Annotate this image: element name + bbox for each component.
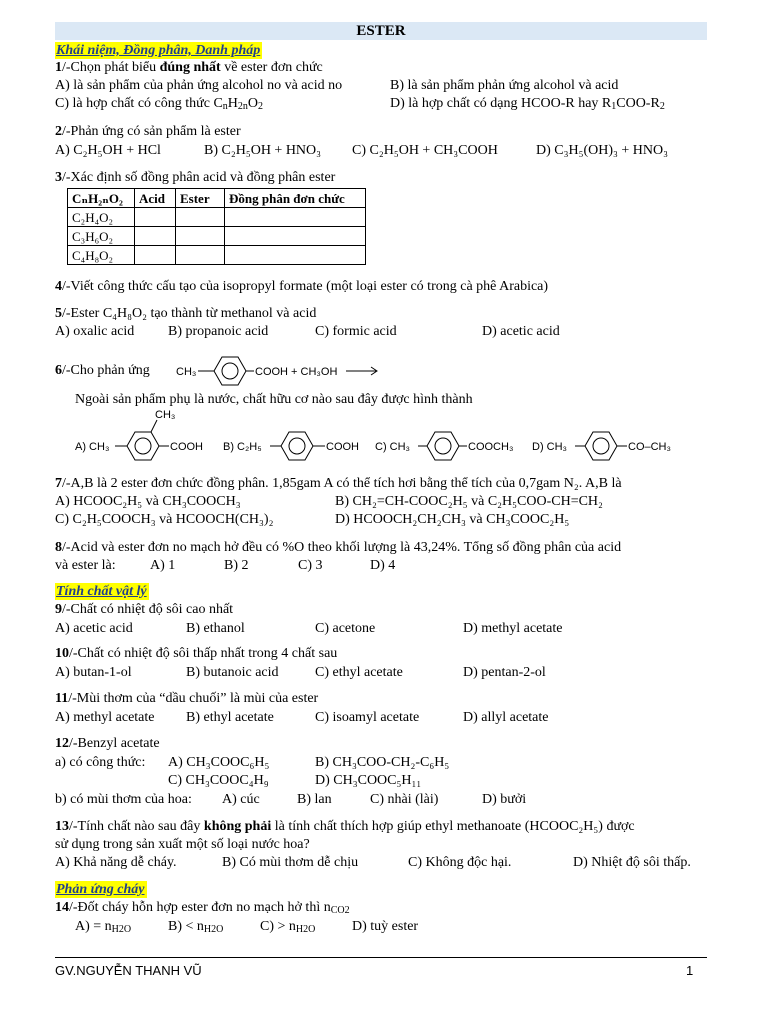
table-cell [176, 208, 225, 227]
question-6-follow: Ngoài sản phẩm phụ là nước, chất hữu cơ nào sau đây được hình thành [75, 392, 473, 407]
question-4-stem: 4/-Viết công thức cấu tạo của isopropyl formate (một loại ester có trong cà phê Arabica) [55, 279, 549, 294]
question-12-option-a: A) CH₃COOC₆H₅ [168, 755, 270, 770]
question-9-stem: 9/-Chất có nhiệt độ sôi cao nhất [55, 602, 234, 617]
table-cell [176, 246, 225, 265]
benzene-ring-icon [127, 432, 159, 460]
question-6-option-a-right: COOH [170, 441, 203, 453]
reaction-left-group: CH₃ [176, 366, 197, 378]
question-8-option-d: D) 4 [370, 558, 396, 573]
question-5-option-a: A) oxalic acid [55, 324, 135, 339]
question-3-stem: 3/-Xác định số đồng phân acid và đồng phân ester [55, 170, 336, 185]
question-8-option-b: B) 2 [224, 558, 249, 573]
section-heading-physical: Tính chất vật lý [56, 584, 147, 599]
page-title: ESTER [55, 22, 707, 40]
section-heading-combustion: Phản ứng cháy [56, 882, 145, 897]
question-8-stem: 8/-Acid và ester đơn no mạch hở đều có %O theo khối lượng là 43,24%. Tổng số đồng phân của acid [55, 540, 622, 555]
question-9-option-b: B) ethanol [186, 621, 245, 636]
question-9-option-a: A) acetic acid [55, 621, 133, 636]
question-10-option-c: C) ethyl acetate [315, 665, 403, 680]
question-11-option-d: D) allyl acetate [463, 710, 549, 725]
question-5-stem: 5/-Ester C₄H₈O₂ tạo thành từ methanol và acid [55, 306, 317, 321]
table-cell: C₂H₄O₂ [68, 208, 135, 227]
question-12-part-b-prefix: b) có mùi thơm của hoa: [55, 792, 192, 807]
table-header: Acid [135, 189, 176, 208]
table-cell [225, 208, 366, 227]
question-6-stem: 6/-Cho phản ứng [55, 363, 150, 378]
question-13-option-c: C) Không độc hại. [408, 855, 512, 870]
table-header: Ester [176, 189, 225, 208]
question-6-option-c-label: C) CH₃ [375, 441, 411, 453]
question-12-b-option-d: D) bưởi [482, 792, 527, 807]
question-1-stem: 1/-Chọn phát biểu đúng nhất về ester đơn chức [55, 60, 323, 75]
question-8-line2: và ester là: [55, 558, 116, 573]
question-12-part-a-prefix: a) có công thức: [55, 755, 146, 770]
section-heading-concepts: Khái niệm, Đồng phân, Danh pháp [56, 43, 261, 58]
question-10-option-a: A) butan-1-ol [55, 665, 132, 680]
question-11-option-c: C) isoamyl acetate [315, 710, 420, 725]
question-7-option-c: C) C₂H₅COOCH₃ và HCOOCH(CH₃)₂ [55, 512, 274, 527]
question-1-option-c: C) là hợp chất có công thức $C_nH_{2n}O_2$ [55, 96, 264, 112]
question-12-option-d: D) CH₃COOC₅H₁₁ [315, 773, 422, 788]
page-number: 1 [686, 963, 694, 978]
question-9-option-c: C) acetone [315, 621, 376, 636]
question-12-b-option-b: B) lan [297, 792, 332, 807]
footer-author: GV.NGUYỄN THANH VŨ [55, 963, 202, 978]
table-cell [135, 246, 176, 265]
question-13-line2: sử dụng trong sản xuất một số loại nước hoa? [55, 837, 310, 852]
footer-divider [55, 957, 707, 958]
question-6-option-a-label: A) CH₃ [75, 441, 110, 453]
table-cell [135, 208, 176, 227]
question-8-option-c: C) 3 [298, 558, 323, 573]
benzene-ring-icon [585, 432, 617, 460]
question-12-b-option-c: C) nhài (lài) [370, 792, 439, 807]
question-14-option-a: $A) = n_{H2O}$ [75, 919, 132, 935]
question-14-option-d: D) tuỳ ester [352, 919, 419, 934]
question-9-option-d: D) methyl acetate [463, 621, 563, 636]
table-cell [135, 227, 176, 246]
question-12-stem: 12/-Benzyl acetate [55, 736, 160, 751]
question-7-stem: 7/-A,B là 2 ester đơn chức đồng phân. 1,85gam A có thể tích hơi bằng thể tích của 0,7gam N₂. A,B là [55, 476, 622, 491]
benzene-ring-icon [214, 357, 246, 385]
question-14-stem: 14/-Đốt cháy hỗn hợp ester đơn no mạch hở thì $n_{CO2}$ [55, 900, 350, 916]
question-6-option-a-substituent: CH₃ [155, 409, 176, 421]
question-2-option-b: B) C₂H₅OH + HNO₃ [204, 143, 322, 158]
table-row [68, 246, 366, 265]
question-1-option-a: A) là sản phẩm của phản ứng alcohol no và acid no [55, 78, 343, 93]
question-6-option-b-label: B) C₂H₅ [223, 441, 262, 453]
question-11-stem: 11/-Mùi thơm của “dầu chuối” là mùi của ester [55, 691, 319, 706]
question-7-option-d: D) HCOOCH₂CH₂CH₃ và CH₃COOC₂H₅ [335, 512, 570, 527]
table-row [68, 227, 366, 246]
benzene-ring-icon [281, 432, 313, 460]
question-5-option-b: B) propanoic acid [168, 324, 269, 339]
table-header-row [68, 189, 366, 208]
question-10-stem: 10/-Chất có nhiệt độ sôi thấp nhất trong 4 chất sau [55, 646, 338, 661]
benzene-ring-icon [427, 432, 459, 460]
question-2-option-a: A) C₂H₅OH + HCl [55, 143, 161, 158]
question-6-options-diagram [75, 406, 715, 466]
question-6-option-d-label: D) CH₃ [532, 441, 568, 453]
question-13-stem: 13/-Tính chất nào sau đây không phải là tính chất thích hợp giúp ethyl methanoate (HCOOC₂H₅) được [55, 819, 635, 834]
table-cell: C₃H₆O₂ [68, 227, 135, 246]
question-12-b-option-a: A) cúc [222, 792, 260, 807]
question-7-option-a: A) HCOOC₂H₅ và CH₃COOCH₃ [55, 494, 241, 509]
question-12-option-b: B) CH₃COO-CH₂-C₆H₅ [315, 755, 450, 770]
question-6-option-c-right: COOCH₃ [468, 441, 514, 453]
question-13-option-b: B) Có mùi thơm dễ chịu [222, 855, 359, 870]
question-6-option-d-right: CO–CH₃ [628, 441, 671, 453]
question-11-option-b: B) ethyl acetate [186, 710, 274, 725]
question-13-option-a: A) Khả năng dễ cháy. [55, 855, 177, 870]
table-cell [176, 227, 225, 246]
question-14-option-b: $B) < n_{H2O}$ [168, 919, 224, 935]
reaction-diagram [176, 350, 386, 390]
question-10-option-d: D) pentan-2-ol [463, 665, 546, 680]
question-6-option-b-right: COOH [326, 441, 359, 453]
question-5-option-d: D) acetic acid [482, 324, 560, 339]
question-11-option-a: A) methyl acetate [55, 710, 155, 725]
question-10-option-b: B) butanoic acid [186, 665, 279, 680]
question-1-option-d: D) là hợp chất có dạng HCOO-R hay $R_1COO-R_2$ [390, 96, 665, 112]
isomer-table [67, 188, 366, 265]
question-1-option-b: B) là sản phẩm phản ứng alcohol và acid [390, 78, 619, 93]
table-header: Đồng phân đơn chức [225, 189, 366, 208]
question-14-option-c: $C) > n_{H2O}$ [260, 919, 316, 935]
question-8-option-a: A) 1 [150, 558, 176, 573]
question-2-option-d: D) C₃H₅(OH)₃ + HNO₃ [536, 143, 669, 158]
table-cell: C₄H₈O₂ [68, 246, 135, 265]
question-2-option-c: C) C₂H₅OH + CH₃COOH [352, 143, 498, 158]
table-row [68, 208, 366, 227]
table-header: CₙH₂ₙO₂ [68, 189, 135, 208]
question-2-stem: 2/-Phản ứng có sản phẩm là ester [55, 124, 241, 139]
table-cell [225, 246, 366, 265]
question-5-option-c: C) formic acid [315, 324, 397, 339]
question-12-option-c: C) CH₃COOC₄H₉ [168, 773, 269, 788]
reaction-right-group: COOH + CH₃OH [255, 366, 338, 378]
question-7-option-b: B) CH₂=CH-COOC₂H₅ và C₂H₅COO-CH=CH₂ [335, 494, 603, 509]
table-cell [225, 227, 366, 246]
question-13-option-d: D) Nhiệt độ sôi thấp. [573, 855, 691, 870]
